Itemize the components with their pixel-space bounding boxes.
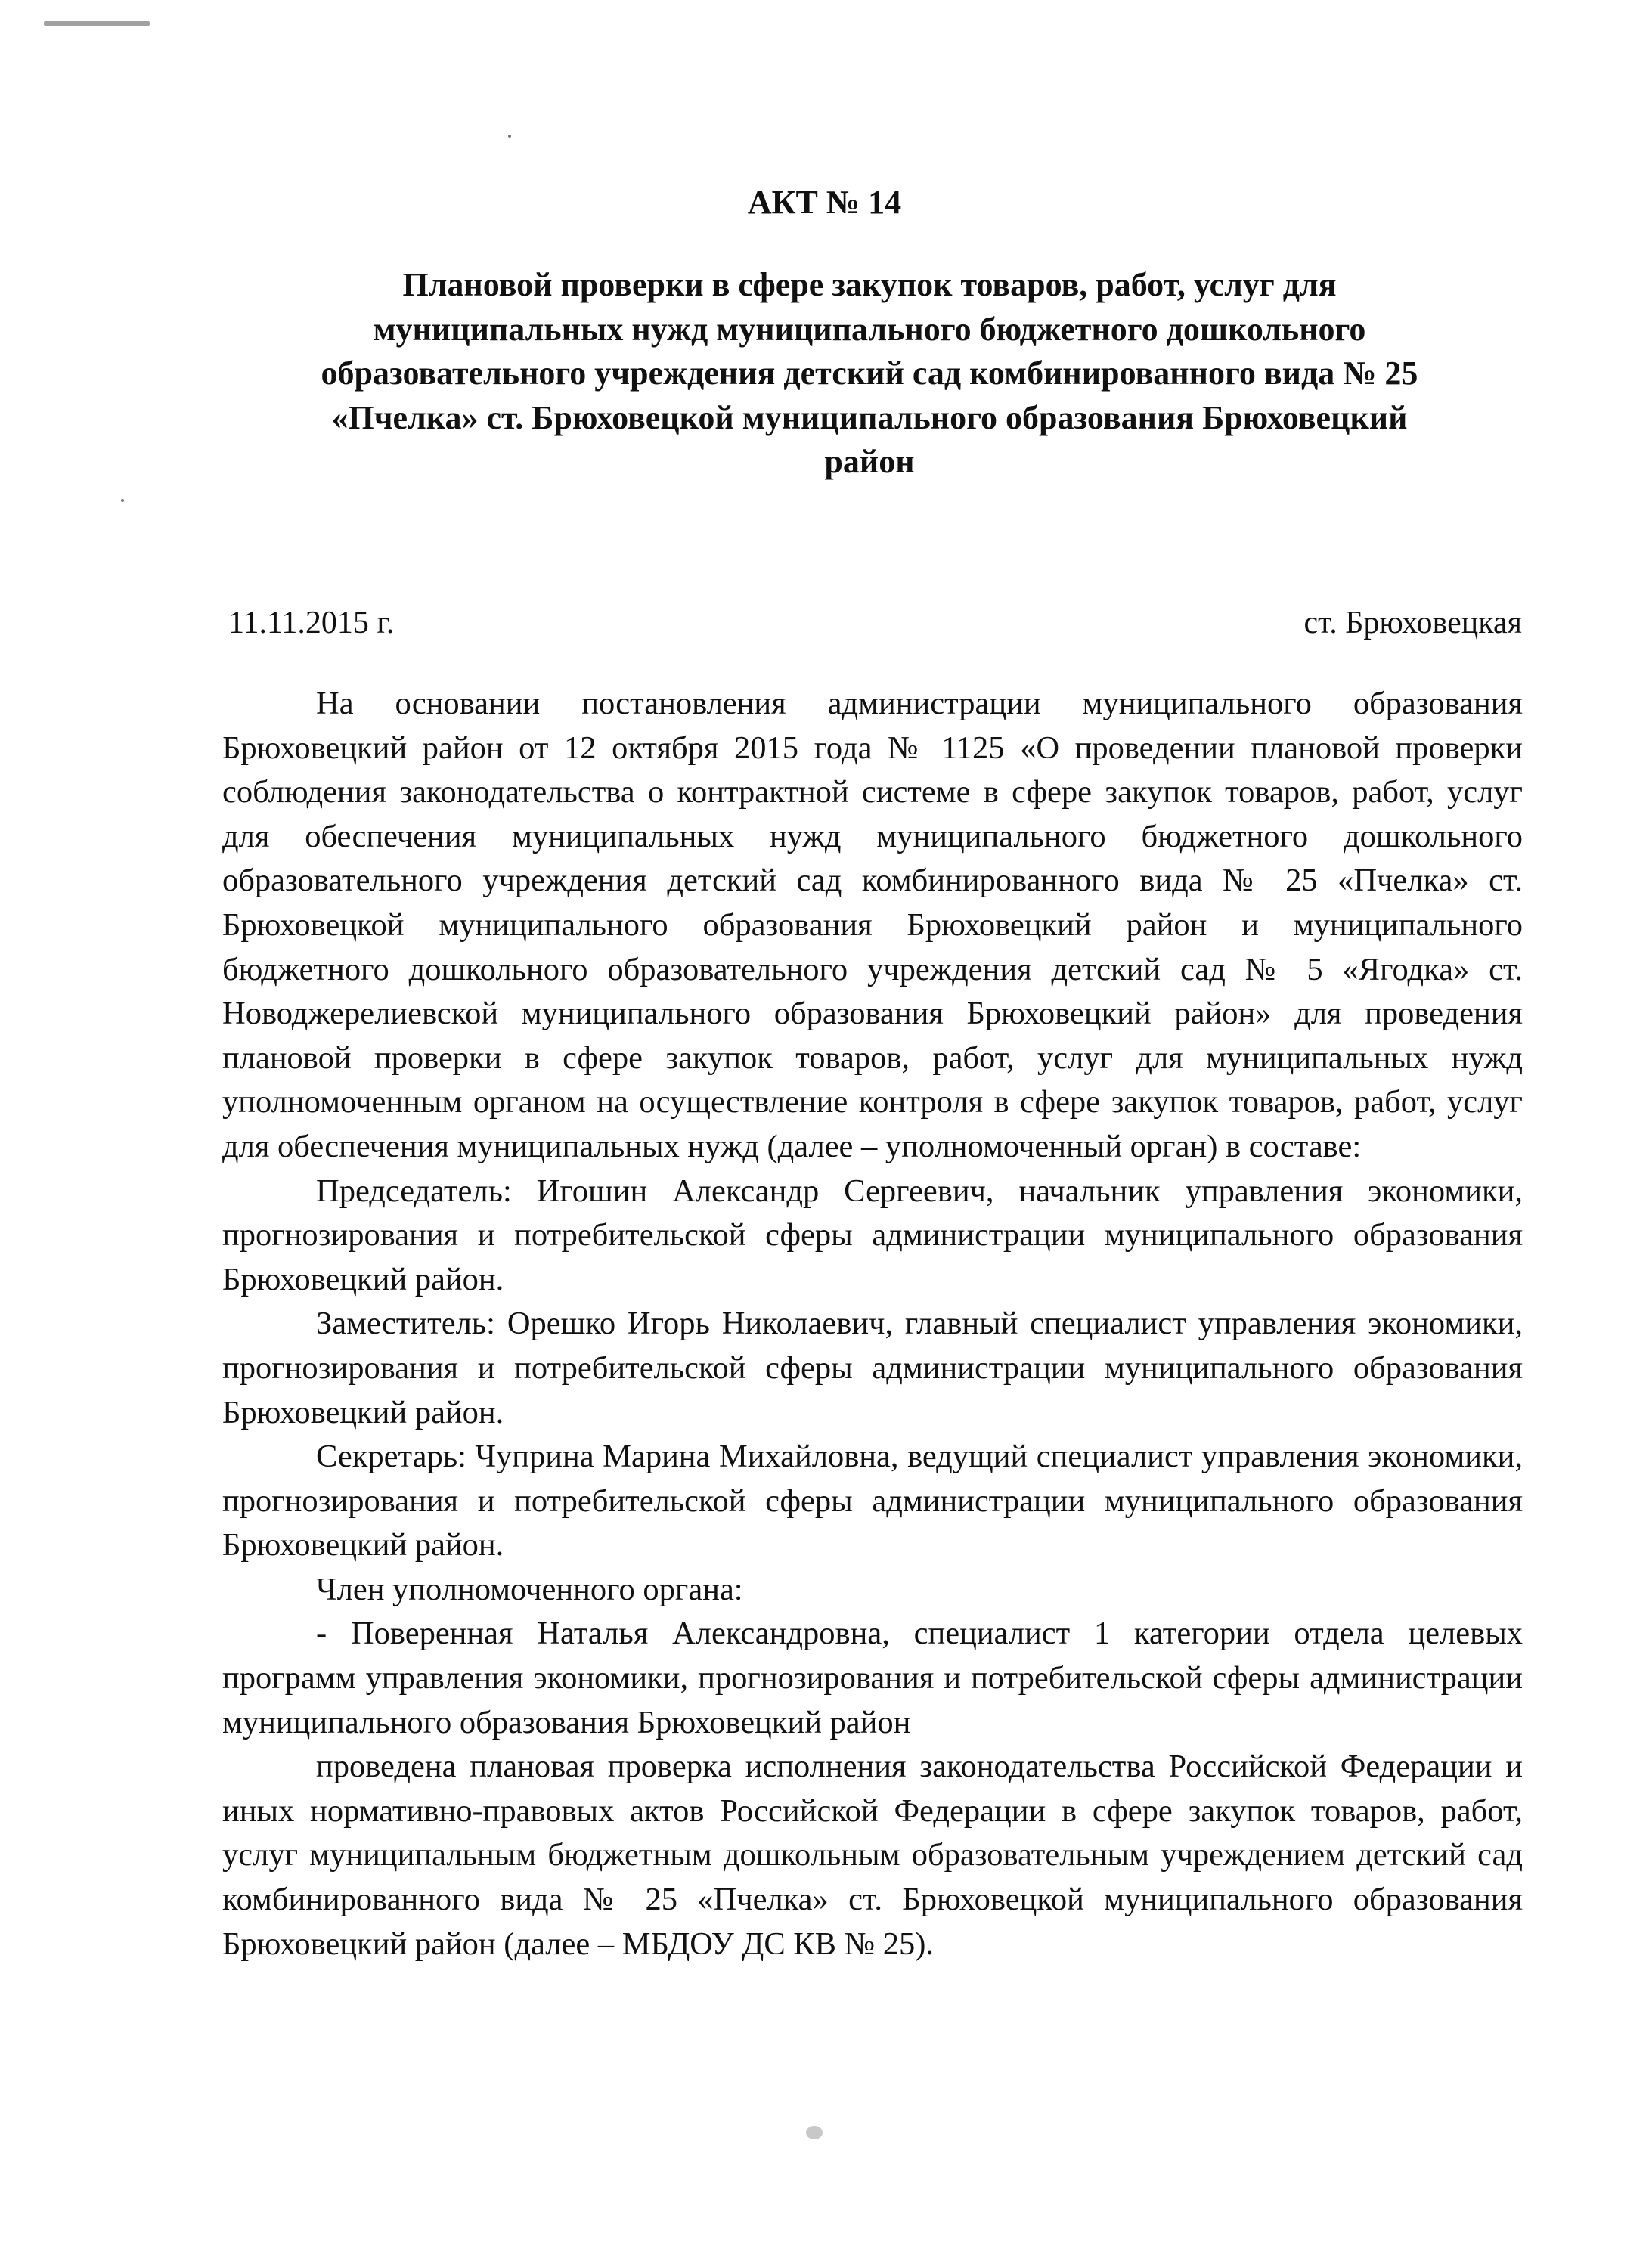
paragraph-chairman: Председатель: Игошин Александр Сергеевич, начальник управления экономики, прогнозирования и потребительской сферы администрации муниципального образования Брюховецкий район. [222,1173,1523,1297]
paragraph-basis: На основании постановления администрации муниципального образования Брюховецкий район от 12 октября 2015 года № 1125 «О проведении плановой проверки соблюдения законодательства о контрактной системе в сфере закупок товаров, работ, услуг для обеспечения муниципальных нужд муниципального бюджетного дошкольного образовательного учреждения детский сад комбинированного вида № 25 «Пчелка» ст. Брюховецкой муниципального образования Брюховецкий район и муниципального бюджетного дошкольного образовательного учреждения детский сад № 5 «Ягодка» ст. Новоджерелиевской муниципального образования Брюховецкий район» для проведения плановой проверки в сфере закупок товаров, работ, услуг для муниципальных нужд уполномоченным органом на осуществление контроля в сфере закупок товаров, работ, услуг для обеспечения муниципальных нужд (далее – уполномоченный орган) в составе: [222,686,1523,1164]
paragraph-conclusion: проведена плановая проверка исполнения законодательства Российской Федерации и иных нормативно-правовых актов Российской Федерации в сфере закупок товаров, работ, услуг муниципальным бюджетным дошкольным образовательным учреждением детский сад комбинированного вида № 25 «Пчелка» ст. Брюховецкой муниципального образования Брюховецкий район (далее – МБДОУ ДС КВ № 25). [222,1749,1523,1962]
document-body [222,682,1523,1966]
document-subtitle: Плановой проверки в сфере закупок товаров, работ, услуг для муниципальных нужд муниципального бюджетного дошкольного образовательного учреждения детский сад комбинированного вида № 25 «Пчелка» ст. Брюховецкой муниципального образования Брюховецкий район [321,266,1418,480]
paragraph-member: - Поверенная Наталья Александровна, специалист 1 категории отдела целевых программ управления экономики, прогнозирования и потребительской сферы администрации муниципального образования Брюховецкий район [222,1616,1523,1740]
paragraph-member-heading: Член уполномоченного органа: [316,1571,743,1607]
paragraph-deputy: Заместитель: Орешко Игорь Николаевич, главный специалист управления экономики, прогнозирования и потребительской сферы администрации муниципального образования Брюховецкий район. [222,1306,1523,1430]
document-place: ст. Брюховецкая [1303,606,1522,640]
document-date: 11.11.2015 г. [228,606,395,640]
document-title: АКТ № 14 [747,184,902,221]
scan-stain [806,2126,823,2139]
paragraph-secretary: Секретарь: Чуприна Марина Михайловна, ведущий специалист управления экономики, прогнозирования и потребительской сферы администрации муниципального образования Брюховецкий район. [222,1439,1523,1563]
